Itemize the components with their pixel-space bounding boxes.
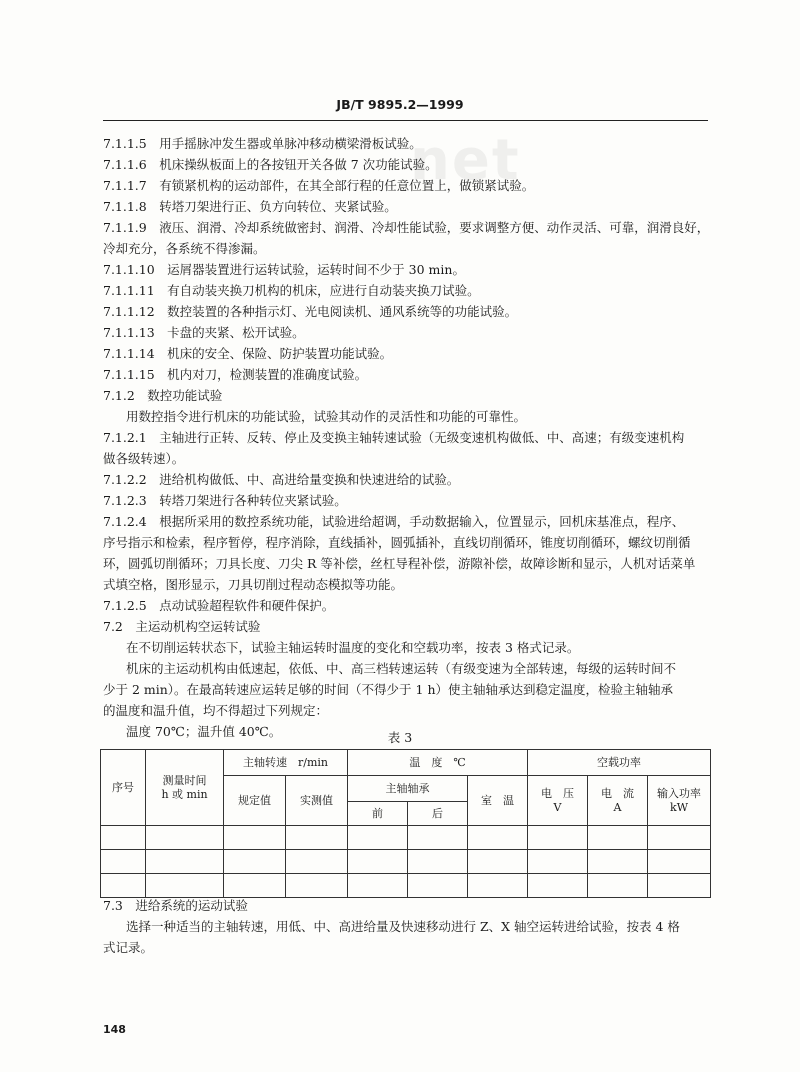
clause-7-1-2-4: 7.1.2.4 根据所采用的数控系统功能，试验进给超调，手动数据输入，位置显示，回机床基准点，程序、 [103, 514, 685, 529]
th-noload-power: 空载功率 [528, 750, 711, 776]
section-7-3-para-cont: 式记录。 [103, 940, 154, 955]
clause-7-1-1-15: 7.1.1.15 机内对刀，检测装置的准确度试验。 [103, 367, 368, 382]
th-set-value: 规定值 [224, 776, 286, 826]
th-spindle-bearing: 主轴轴承 [348, 776, 468, 802]
th-room-temp: 室 温 [468, 776, 528, 826]
limits-text: 温度 70℃；温升值 40℃。 [126, 724, 282, 739]
table-row [101, 826, 711, 850]
clause-7-1-1-10: 7.1.1.10 运屑器装置进行运转试验，运转时间不少于 30 min。 [103, 262, 465, 277]
th-measured: 实测值 [286, 776, 348, 826]
table-3-caption: 表 3 [387, 730, 413, 745]
th-seq: 序号 [101, 750, 146, 826]
section-7-2-para-1: 在不切削运转状态下，试验主轴运转时温度的变化和空载功率，按表 3 格式记录。 [126, 640, 580, 655]
clause-7-1-2-3: 7.1.2.3 转塔刀架进行各种转位夹紧试验。 [103, 493, 347, 508]
clause-7-1-1-11: 7.1.1.11 有自动装夹换刀机构的机床，应进行自动装夹换刀试验。 [103, 283, 480, 298]
section-7-1-2-heading: 7.1.2 数控功能试验 [103, 388, 223, 403]
clause-7-1-1-6: 7.1.1.6 机床操纵板面上的各按钮开关各做 7 次功能试验。 [103, 157, 438, 172]
th-rear: 后 [408, 802, 468, 826]
clause-7-1-1-9-cont: 冷却充分，各系统不得渗漏。 [103, 241, 266, 256]
clause-7-1-1-9: 7.1.1.9 液压、润滑、冷却系统做密封、润滑、冷却性能试验，要求调整方便、动作灵活、可靠，润滑良好， [103, 220, 710, 235]
table-row [101, 874, 711, 898]
section-7-3-heading: 7.3 进给系统的运动试验 [103, 898, 248, 913]
clause-7-1-1-8: 7.1.1.8 转塔刀架进行正、负方向转位、夹紧试验。 [103, 199, 397, 214]
clause-7-1-2-1: 7.1.2.1 主轴进行正转、反转、停止及变换主轴转速试验（无级变速机构做低、中、高速；有级变速机构 [103, 430, 685, 445]
table-3 [100, 749, 711, 898]
clause-7-1-1-12: 7.1.1.12 数控装置的各种指示灯、光电阅读机、通风系统等的功能试验。 [103, 304, 518, 319]
clause-7-1-1-5: 7.1.1.5 用手摇脉冲发生器或单脉冲移动横梁滑板试验。 [103, 136, 422, 151]
th-current: 电 流 A [588, 776, 648, 826]
section-7-2-para-2: 机床的主运动机构由低速起，依低、中、高三档转速运转（有级变速为全部转速，每级的运转时间不 [126, 661, 677, 676]
section-7-2-para-2-cont-2: 的温度和温升值，均不得超过下列规定： [103, 703, 329, 718]
clause-7-1-2-5: 7.1.2.5 点动试验超程软件和硬件保护。 [103, 598, 335, 613]
clause-7-1-2-4-cont-1: 序号指示和检索，程序暂停，程序消除，直线插补，圆弧插补，直线切削循环，锥度切削循环，螺纹切削循 [103, 535, 691, 550]
th-input-power: 输入功率 kW [648, 776, 711, 826]
section-7-2-heading: 7.2 主运动机构空运转试验 [103, 619, 261, 634]
th-front: 前 [348, 802, 408, 826]
clause-7-1-1-7: 7.1.1.7 有锁紧机构的运动部件，在其全部行程的任意位置上，做锁紧试验。 [103, 178, 535, 193]
clause-7-1-2-4-cont-3: 式填空格，图形显示，刀具切削过程动态模拟等功能。 [103, 577, 404, 592]
header-rule [103, 120, 708, 121]
page-number: 148 [103, 1023, 126, 1036]
th-time: 测量时间 h 或 min [146, 750, 224, 826]
th-temperature: 温 度 ℃ [348, 750, 528, 776]
table-row [101, 850, 711, 874]
th-spindle-speed: 主轴转速 r/min [224, 750, 348, 776]
standard-header: JB/T 9895.2—1999 [336, 97, 464, 112]
clause-7-1-1-13: 7.1.1.13 卡盘的夹紧、松开试验。 [103, 325, 305, 340]
clause-7-1-1-14: 7.1.1.14 机床的安全、保险、防护装置功能试验。 [103, 346, 393, 361]
clause-7-1-2-1-cont: 做各级转速）。 [103, 451, 185, 466]
clause-7-1-2-4-cont-2: 环，圆弧切削循环；刀具长度、刀尖 R 等补偿，丝杠导程补偿，游隙补偿，故障诊断和显示，人机对话菜单 [103, 556, 696, 571]
th-voltage: 电 压 V [528, 776, 588, 826]
section-7-1-2-intro: 用数控指令进行机床的功能试验，试验其动作的灵活性和功能的可靠性。 [126, 409, 527, 424]
watermark: net [410, 128, 521, 193]
section-7-3-para: 选择一种适当的主轴转速，用低、中、高进给量及快速移动进行 Z、X 轴空运转进给试验，按表 4 格 [126, 919, 680, 934]
clause-7-1-2-2: 7.1.2.2 进给机构做低、中、高进给量变换和快速进给的试验。 [103, 472, 460, 487]
section-7-2-para-2-cont-1: 少于 2 min）。在最高转速应运转足够的时间（不得少于 1 h）使主轴轴承达到稳定温度，检验主轴轴承 [103, 682, 674, 697]
